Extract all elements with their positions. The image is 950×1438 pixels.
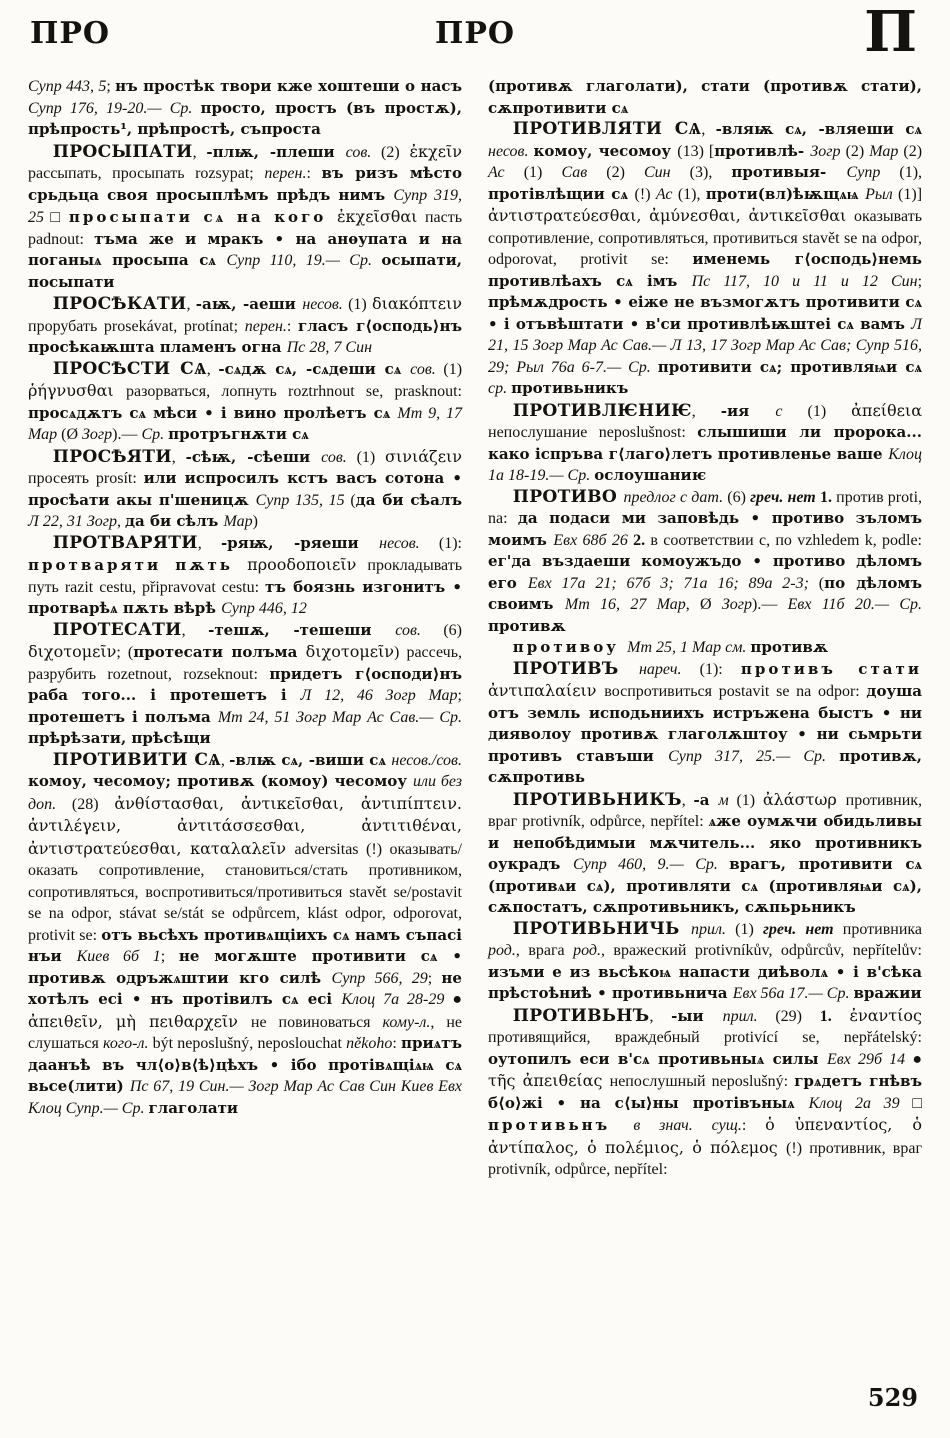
- text-segment: Рыл: [865, 185, 899, 203]
- text-segment: (1): [523, 164, 562, 181]
- text-segment: -влѭ сѧ, -виши сѧ: [229, 750, 392, 769]
- text-segment: доуша отъ земль исподьниихъ истръжена быстъ • ни дияволоу противѫ глаголѫштоу • ни сьмрьти противъ ставъши: [488, 682, 922, 765]
- text-segment: ).—: [752, 596, 788, 613]
- text-segment: или без доп.: [28, 773, 462, 813]
- text-segment: комоу, чесомоу; противѫ (комоу) чесомоу: [28, 772, 414, 790]
- text-segment: ,: [197, 534, 221, 552]
- text-segment: adversitas (!) оказывать/оказать сопротивление, становиться/стать противником, сопротивляться, воспротивиться/противиться stavět se/postavit se na odpor, stávat se/stát se odpůrcem, klást odpor, odporovat, protivit se:: [28, 840, 462, 944]
- text-segment: протесати полъма: [133, 643, 306, 661]
- text-segment: сов.: [321, 448, 357, 466]
- text-segment: ,: [649, 1007, 672, 1025]
- text-segment: противити сѧ; противляѩи сѧ: [657, 357, 923, 376]
- text-segment: или испросилъ кстъ васъ сотона • просѣати акы п'шеницѫ: [28, 469, 462, 509]
- running-head-center: ПРО: [434, 16, 516, 51]
- text-segment: противьникъ: [511, 379, 629, 397]
- text-segment: ПРОТИВЬНИЧЬ: [512, 918, 692, 939]
- text-segment: Мар: [869, 142, 904, 160]
- text-segment: Клоц 2а 39: [808, 1094, 913, 1112]
- text-segment: изъми е из вьсѣкоѩ напасти диѣволѧ • і в'сѣка прѣстоѣниѣ • противьнича: [488, 962, 922, 1002]
- text-segment: несов.: [488, 142, 534, 160]
- text-segment: ,: [701, 121, 716, 138]
- dictionary-entry: [488, 637, 922, 659]
- right-column: [488, 76, 922, 1181]
- text-segment: (: [350, 491, 356, 509]
- text-segment: приѧтъ даанъѣ въ чл⟨о⟩в⟨ѣ⟩цѣхъ • ібо протівѧщіѧѩ сѧ вьсе(лити): [28, 1034, 462, 1095]
- text-segment: по дѣломъ своимъ: [488, 573, 922, 613]
- text-segment: прѣмѫдрость • еіже не възмогѫтъ противити сѧ • і отъвѣштати • в'си противлѣѭштеі сѧ вамъ: [488, 293, 922, 333]
- text-segment: (29): [775, 1007, 820, 1025]
- text-segment: 1.: [819, 1007, 850, 1025]
- text-segment: противыя-: [731, 163, 847, 181]
- text-segment: осыпати, посыпати: [28, 251, 463, 291]
- text-segment: ПРОТЕСАТИ: [52, 619, 182, 640]
- text-segment: ὁ ὑπεναντίος, ὁ ἀντίπαλος, ὁ πολέμιος, ὁ πόλεμος: [488, 1115, 922, 1157]
- text-segment: , врага: [515, 942, 574, 959]
- text-segment: нъ простѣк твори кже хоштеши о насъ: [115, 77, 462, 95]
- text-segment: протваряти пѫть: [28, 556, 248, 574]
- text-segment: σινιάζειν: [385, 446, 463, 466]
- text-segment: Ср.: [141, 426, 169, 443]
- text-segment: ): [252, 513, 258, 530]
- text-segment: ПРОСѢКАТИ: [52, 294, 187, 314]
- dictionary-entry: [488, 659, 922, 789]
- text-segment: отъ вьсѣхъ противѧщіихъ сѧ намъ съпасі нъи: [28, 925, 462, 965]
- text-segment: не хотѣлъ есі • нъ протівилъ сѧ есі: [28, 968, 462, 1008]
- text-segment: ,: [206, 360, 219, 378]
- text-segment: (1): [443, 360, 463, 378]
- text-segment: -тешѫ, -тешеши: [208, 620, 396, 639]
- text-segment: протешетъ і полъма: [28, 707, 218, 726]
- text-segment: Супр 110, 19.— Ср.: [226, 252, 382, 269]
- text-segment: ).—: [112, 426, 142, 443]
- text-segment: оказывать сопротивление, сопротивляться, противиться stavět se na odpor, odporovat, protivit se:: [488, 208, 922, 268]
- text-segment: ПРОСѢЯТИ: [52, 446, 172, 467]
- text-segment: (1):: [438, 534, 462, 552]
- text-segment: сов.: [395, 621, 444, 639]
- text-segment: ;: [427, 969, 442, 987]
- text-segment: , вражеский protivníkův, odpůrcův, nepřítelův:: [600, 942, 923, 959]
- text-segment: ;: [917, 272, 923, 290]
- text-segment: ; (: [116, 644, 134, 661]
- text-segment: :: [306, 165, 322, 182]
- text-segment: против proti, na:: [488, 488, 923, 527]
- text-segment: прѣрѣзати, прѣсѣщи: [28, 729, 211, 747]
- text-segment: Ас: [488, 164, 524, 181]
- text-segment: прил.: [691, 920, 736, 938]
- text-segment: Зогр: [82, 426, 113, 443]
- text-segment: греч. нет: [750, 488, 820, 506]
- dictionary-entry: [28, 620, 462, 750]
- text-segment: (!): [634, 185, 656, 203]
- text-segment: пасть padnout:: [28, 209, 463, 248]
- text-segment: воспротивиться postavit se na odpor:: [604, 683, 867, 700]
- text-segment: противѫ: [750, 638, 829, 656]
- text-segment: род.: [573, 942, 601, 959]
- text-segment: ПРОТИВО: [512, 486, 624, 507]
- text-segment: перен.: [244, 317, 287, 335]
- text-segment: Супр 319, 25: [28, 186, 463, 226]
- text-segment: непослушный neposlušný:: [609, 1073, 795, 1090]
- text-segment: противлѣ-: [714, 141, 811, 160]
- text-segment: :: [741, 1117, 766, 1134]
- text-segment: Зогр: [721, 596, 752, 613]
- text-segment: ,: [192, 143, 207, 161]
- text-segment: (2): [381, 143, 410, 161]
- text-segment: с: [775, 402, 808, 420]
- text-segment: διχοτομεῖν: [305, 642, 395, 661]
- text-segment: Евх 17а 21; 67б 3; 71а 16; 89а 2-3;: [527, 574, 819, 592]
- text-segment: противоу: [512, 638, 628, 656]
- text-segment: ἀλάστωρ: [762, 789, 846, 809]
- page-number: 529: [867, 1383, 918, 1412]
- text-segment: Евх 68б 26: [553, 531, 634, 549]
- text-segment: ,: [220, 751, 230, 769]
- text-segment: ,: [691, 402, 721, 420]
- text-segment: сов.: [410, 360, 444, 378]
- text-segment: протівлѣщии сѧ: [488, 184, 635, 203]
- text-segment: тъма же и мракъ • на анѳупата и на поганыѧ просыпа сѧ: [28, 229, 462, 269]
- text-segment: слышиши ли пророка... како іспръва г⟨лаго⟩летъ противленье ваше: [488, 423, 922, 463]
- text-segment: кому-л.: [382, 1013, 431, 1031]
- text-segment: да би сѣлъ: [125, 512, 224, 530]
- text-segment: вражии: [853, 984, 922, 1002]
- text-segment: někoho: [346, 1035, 393, 1052]
- text-segment: (1): [736, 791, 763, 809]
- text-segment: Супр: [846, 164, 900, 181]
- text-segment: оутопилъ еси в'сѧ противьныѧ силы: [488, 1049, 827, 1068]
- text-segment: ПРОТИВЪ: [512, 658, 639, 679]
- text-segment: ПРОТИВЬНИКЪ: [512, 789, 682, 810]
- text-segment: Син: [643, 164, 690, 181]
- dictionary-entry: [488, 1005, 922, 1181]
- text-segment: ПРОТИВИТИ СѦ: [52, 749, 221, 770]
- text-segment: нареч.: [638, 660, 700, 678]
- dictionary-entry: [28, 359, 462, 446]
- text-segment: противѫ, сѫпротивь: [488, 746, 922, 786]
- text-segment: ѧже оумѫчи обидьливы и непобѣдимыи мѫчитель... яко противникъ оукрадъ: [488, 812, 923, 873]
- text-segment: в соответствии с, по vzhledem k, podle:: [650, 531, 923, 549]
- text-segment: Сав: [561, 164, 607, 181]
- text-segment: несов.: [379, 534, 439, 552]
- text-segment: být neposlušný, neposlouchat: [148, 1035, 347, 1052]
- text-segment: ἐναντίος: [849, 1005, 922, 1025]
- text-segment: непослушание neposlušnost:: [488, 424, 698, 441]
- text-segment: противьнъ: [488, 1116, 634, 1134]
- text-segment: Л 22, 31 Зогр: [28, 513, 117, 530]
- text-segment: Зогр: [810, 142, 846, 160]
- text-segment: Евх 11б 20.— Ср.: [787, 596, 923, 613]
- dictionary-entry: [488, 76, 922, 119]
- text-segment: просеять prosít:: [28, 470, 144, 487]
- text-segment: проти(вл)ѣѭщѧѩ: [705, 184, 866, 203]
- text-segment: ●: [452, 991, 462, 1008]
- text-segment: (противѫ глаголати), стати (противѫ стати), сѫпротивити сѧ: [488, 77, 922, 117]
- text-segment: кого-л.: [103, 1035, 149, 1052]
- text-segment: ПРОСЫПАТИ: [52, 141, 193, 162]
- text-segment: противъ стати: [740, 659, 922, 678]
- text-segment: сов.: [345, 143, 382, 161]
- text-segment: просто, простъ (въ простѫ), прѣпрость¹, прѣпростѣ, съпроста: [28, 98, 463, 138]
- text-segment: предлог с дат.: [623, 488, 728, 506]
- dictionary-entry: [488, 789, 922, 919]
- text-segment: да би сѣалъ: [355, 490, 462, 509]
- text-segment: (28): [71, 795, 115, 813]
- text-segment: Пс 67, 19 Син.— Зогр Мар Ас Сав Син Киев Евх Клоц Супр.— Ср.: [28, 1078, 463, 1117]
- text-segment: (: [818, 574, 825, 592]
- text-segment: тъ боязнь изгонитъ • протварѣѧ пѫть вѣрѣ: [28, 577, 463, 617]
- text-segment: гласъ г⟨осподь⟩нъ просѣкаѭшта пламенъ огна: [28, 316, 463, 356]
- text-segment: прил.: [722, 1007, 776, 1025]
- text-segment: Супр 443, 5: [28, 78, 107, 95]
- text-segment: (1):: [699, 660, 741, 678]
- text-segment: Мт 16, 27 Мар: [564, 596, 686, 613]
- text-segment: (1): [356, 448, 386, 466]
- text-segment: разорваться, лопнуть roztrhnout se, prasknout:: [125, 383, 463, 400]
- text-segment: ;: [160, 948, 179, 965]
- dictionary-entry: [28, 293, 462, 359]
- dictionary-entry: [488, 400, 922, 487]
- text-segment: Супр 460, 9.— Ср.: [572, 856, 730, 873]
- text-segment: ἀνθίστασθαι, ἀντικεῖσθαι, ἀντιπίπτειν. ἀντιλέγειν, ἀντιτάσσεσθαι, ἀντιτιθέναι, ἀντιστρατεύεσθαι, καταλαλεῖν: [28, 793, 463, 858]
- text-segment: ,: [181, 621, 209, 639]
- text-segment: глаголати: [148, 1098, 239, 1117]
- text-segment: (6): [443, 621, 462, 639]
- text-segment: Пс 117, 10 и 11 и 12 Син: [691, 272, 918, 290]
- text-segment: Пс 28, 7 Син: [286, 339, 372, 356]
- text-segment: въ ризъ мѣсто срьдьца своя просыплѣмъ прѣдъ нимъ: [28, 164, 462, 204]
- text-segment: прокладывать путь razit cestu, připravovat cestu:: [28, 557, 463, 596]
- text-segment: противника: [842, 920, 923, 938]
- text-segment: ἀπείθεια: [851, 400, 923, 420]
- dictionary-entry: [28, 76, 462, 141]
- text-segment: 1.: [819, 488, 837, 506]
- text-segment: Киев 6б 1: [76, 948, 161, 965]
- text-segment: ег'да въздаеши комоужъдо • противо дѣломъ его: [488, 552, 922, 592]
- text-segment: :: [392, 1035, 401, 1052]
- text-segment: -ыи: [671, 1006, 723, 1025]
- text-segment: Евх 29б 14: [826, 1050, 913, 1068]
- text-segment: Супр 317, 25.— Ср.: [668, 747, 840, 765]
- dictionary-entry: [28, 446, 462, 533]
- text-segment: просыпати сѧ на кого: [68, 208, 337, 226]
- text-segment: именемь г⟨осподь⟩немь противлѣахъ сѧ імъ: [488, 250, 922, 290]
- text-segment: -аѭ, -аеши: [195, 295, 303, 313]
- text-segment: противѫ: [488, 616, 566, 635]
- text-segment: ,: [681, 791, 694, 809]
- text-segment: ,: [186, 296, 196, 313]
- text-segment: -а: [693, 790, 719, 809]
- text-segment: ;: [457, 687, 462, 704]
- text-segment: перен.: [264, 165, 307, 182]
- text-segment: противящийся, враждебный protivící se, nepřátelský:: [488, 1029, 922, 1046]
- text-segment: Клоц 1а 18-19.— Ср.: [488, 445, 922, 484]
- text-segment: м: [718, 791, 737, 809]
- text-segment: ПРОТВАРЯТИ: [52, 532, 198, 553]
- text-segment: τῆς ἀπειθείας: [488, 1071, 610, 1090]
- text-segment: Клоц 7а 28-29: [341, 991, 453, 1008]
- text-segment: (2): [903, 142, 923, 160]
- text-segment: Ас: [655, 185, 678, 203]
- text-segment: -плѭ, -плеши: [206, 142, 346, 161]
- text-segment: комоу, чесомоу: [533, 141, 678, 160]
- text-segment: Супр 135, 15: [255, 491, 351, 509]
- text-segment: да подаси ми заповѣдь • противо зъломъ моимъ: [488, 509, 923, 549]
- text-segment: ῥήγνυσθαι: [28, 381, 126, 400]
- text-segment: противник, враг protivník, odpůrce, nepřítel:: [488, 791, 923, 830]
- dictionary-entry: [488, 119, 922, 400]
- text-segment: Л 12, 46 Зогр Мар: [300, 687, 458, 704]
- text-segment: Мт 25, 1 Мар см.: [627, 639, 751, 656]
- text-segment: врагъ, противити сѧ (противѧи сѧ), противляти сѧ (противляѩи сѧ), сѫпостатъ, сѫпротивьникъ, сѫпьрьникъ: [488, 855, 922, 916]
- text-segment: ἀντιστρατεύεσθαι, ἀμύνεσθαι, ἀντικεῖσθαι: [488, 206, 854, 225]
- running-head-left: ПРО: [30, 16, 111, 51]
- running-head: [0, 0, 950, 65]
- text-segment: Мт 24, 51 Зогр Мар Ас Сав.— Ср.: [217, 708, 463, 726]
- text-segment: , Ø: [685, 596, 722, 613]
- text-segment: (1): [348, 296, 372, 313]
- text-segment: □: [912, 1094, 922, 1112]
- text-segment: (2): [606, 164, 644, 181]
- text-segment: ослоушаниѥ: [594, 466, 707, 484]
- text-segment: ●: [912, 1050, 922, 1068]
- text-segment: Л 21, 15 Зогр Мар Ас Сав.— Л 13, 17 Зогр Мар Ас Сав; Супр 516, 29; Рыл 76а 6-7.— Ср.: [488, 315, 922, 376]
- text-segment: несов.: [302, 296, 349, 313]
- text-segment: -ия: [720, 401, 776, 420]
- text-segment: рассыпать, просыпать rozsypat;: [28, 165, 265, 182]
- text-segment: просѧдѫтъ сѧ мѣси • і вино пролѣетъ сѧ: [28, 403, 398, 422]
- text-segment: διχοτομεῖν: [28, 642, 117, 661]
- text-segment: , не слушаться: [28, 1013, 462, 1052]
- dictionary-entry: [488, 487, 922, 638]
- text-segment: протръгнѫти сѧ: [168, 425, 309, 443]
- text-segment: ПРОТИВЛѤНИѤ: [512, 400, 692, 421]
- text-segment: ,: [117, 513, 125, 530]
- text-segment: в знач. сущ.: [633, 1117, 742, 1134]
- text-segment: -ряѭ, -ряеши: [220, 533, 380, 552]
- text-segment: ПРОТИВЬНЪ: [512, 1005, 650, 1026]
- text-segment: 2.: [633, 531, 651, 549]
- text-segment: (!) противник, враг protivník, odpůrce, nepřítel:: [488, 1139, 923, 1178]
- section-letter: П: [864, 0, 918, 65]
- text-segment: (Ø: [61, 426, 82, 443]
- dictionary-entry: [28, 141, 462, 294]
- text-segment: προοδοποιεῖν: [247, 555, 368, 574]
- dictionary-entry: [28, 533, 462, 620]
- text-segment: Супр 176, 19-20.— Ср.: [28, 99, 201, 117]
- text-segment: ПРОТИВЛЯТИ СѦ: [512, 119, 702, 139]
- text-segment: ,: [171, 448, 186, 466]
- text-segment: греч. нет: [763, 920, 843, 938]
- text-segment: διακόπτειν: [372, 294, 462, 313]
- text-segment: Евх 56а 17.— Ср.: [732, 985, 854, 1002]
- text-segment: ἐκχεῖσθαι: [336, 207, 425, 226]
- text-segment: -сѣѭ, -сѣеши: [185, 447, 322, 466]
- text-segment: (2): [845, 142, 870, 160]
- text-segment: (3),: [689, 164, 732, 181]
- text-segment: (1),: [899, 164, 923, 181]
- text-segment: (1)]: [898, 185, 923, 203]
- left-column: [28, 76, 462, 1181]
- text-segment: ἀπειθεῖν, μὴ πειθαρχεῖν: [28, 1011, 251, 1031]
- text-segment: ;: [106, 78, 116, 95]
- text-segment: род.: [488, 942, 516, 959]
- text-segment: (1): [735, 920, 764, 938]
- dictionary-entry: [488, 919, 922, 1005]
- text-columns: [0, 62, 950, 1181]
- text-segment: -вляѭ сѧ, -вляеши сѧ: [715, 120, 922, 138]
- text-segment: ср.: [488, 380, 512, 397]
- text-segment: (13) [: [677, 142, 715, 160]
- text-segment: несов./сов.: [391, 751, 462, 769]
- text-segment: прорубать prosekávat, protínat;: [28, 317, 245, 335]
- text-segment: Мт 9, 17 Мар: [28, 404, 462, 443]
- text-segment: Супр 446, 12: [221, 600, 307, 617]
- text-segment: (1): [807, 402, 852, 420]
- text-segment: ἐκχεῖν: [409, 141, 463, 161]
- text-segment: не могѫште противити сѧ • противѫ одръжѧштии кго силѣ: [28, 947, 462, 987]
- text-segment: □: [50, 209, 69, 226]
- text-segment: :: [286, 317, 298, 335]
- text-segment: грѧдетъ гнѣвъ б⟨о⟩жі • на с⟨ы⟩ны протівъныѧ: [488, 1072, 922, 1112]
- text-segment: ПРОСѢСТИ СѦ: [52, 358, 207, 379]
- text-segment: ) рассечь, разрубить rozetnout, rozseknout:: [28, 644, 462, 683]
- text-segment: (1),: [677, 185, 706, 203]
- text-segment: Супр 566, 29: [331, 969, 428, 987]
- text-segment: (6): [727, 488, 751, 506]
- text-segment: ἀντιπαλαίειν: [488, 681, 605, 700]
- text-segment: Мар: [223, 513, 253, 530]
- text-segment: -сѧдѫ сѧ, -сѧдеши сѧ: [218, 359, 411, 378]
- text-segment: придетъ г⟨осподи⟩нъ раба того... і протешетъ і: [28, 664, 462, 704]
- dictionary-entry: [28, 750, 462, 1120]
- text-segment: не повиноваться: [250, 1013, 383, 1031]
